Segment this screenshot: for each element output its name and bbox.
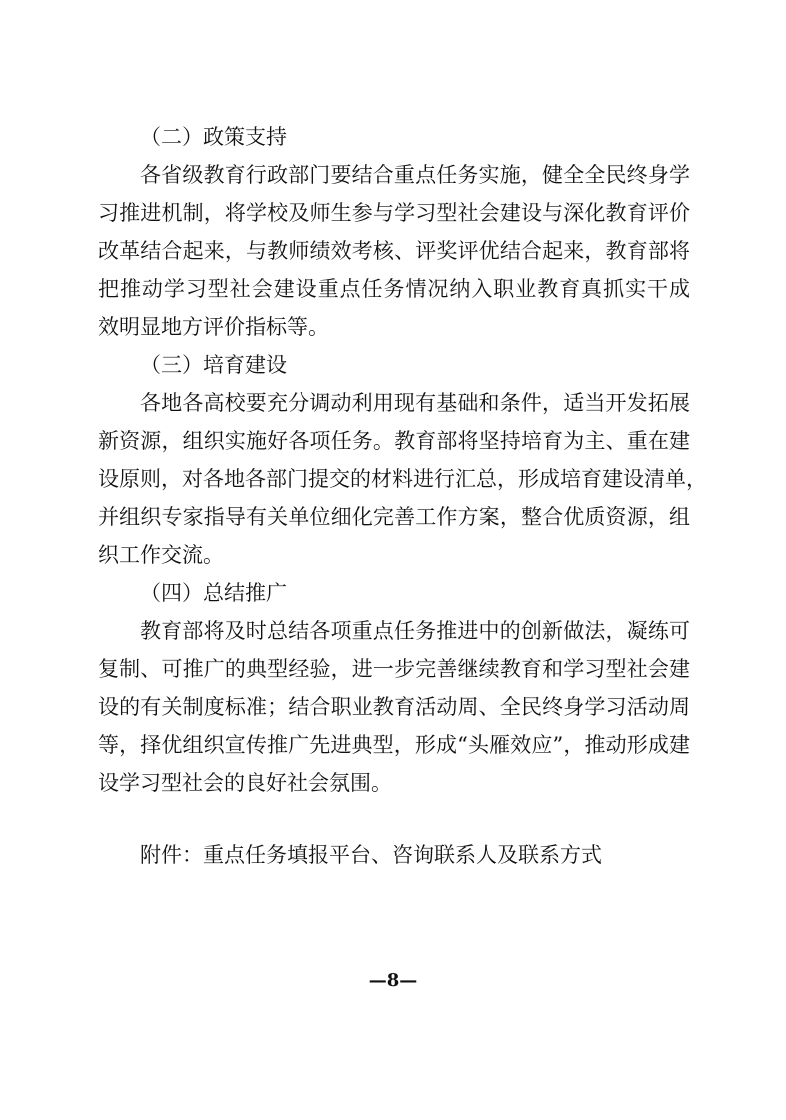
paragraph-line: 并组织专家指导有关单位细化完善工作方案，整合优质资源，组 xyxy=(98,505,690,529)
attachment-note: 附件：重点任务填报平台、咨询联系人及联系方式 xyxy=(140,843,602,867)
paragraph-line: 设学习型社会的良好社会氛围。 xyxy=(98,771,392,795)
paragraph-line: 各省级教育行政部门要结合重点任务实施，健全全民终身学 xyxy=(140,163,690,187)
section-heading-cultivation: （三）培育建设 xyxy=(140,353,287,377)
paragraph-line: 设原则，对各地各部门提交的材料进行汇总，形成培育建设清单， xyxy=(98,467,707,491)
paragraph-line: 效明显地方评价指标等。 xyxy=(98,315,329,339)
section-heading-policy-support: （二）政策支持 xyxy=(140,125,287,149)
paragraph-line: 把推动学习型社会建设重点任务情况纳入职业教育真抓实干成 xyxy=(98,277,690,301)
paragraph-line: 教育部将及时总结各项重点任务推进中的创新做法，凝练可 xyxy=(140,619,690,643)
section-heading-summary: （四）总结推广 xyxy=(140,581,287,605)
paragraph-line: 复制、可推广的典型经验，进一步完善继续教育和学习型社会建 xyxy=(98,657,690,681)
page-number: —8— xyxy=(368,970,418,991)
paragraph-line: 习推进机制，将学校及师生参与学习型社会建设与深化教育评价 xyxy=(98,201,690,225)
paragraph-line: 改革结合起来，与教师绩效考核、评奖评优结合起来，教育部将 xyxy=(98,239,690,263)
paragraph-line: 织工作交流。 xyxy=(98,543,224,567)
paragraph-line: 各地各高校要充分调动利用现有基础和条件，适当开发拓展 xyxy=(140,391,690,415)
paragraph-line: 等，择优组织宣传推广先进典型，形成“头雁效应”，推动形成建 xyxy=(98,733,690,757)
paragraph-line: 新资源，组织实施好各项任务。教育部将坚持培育为主、重在建 xyxy=(98,429,690,453)
paragraph-line: 设的有关制度标准；结合职业教育活动周、全民终身学习活动周 xyxy=(98,695,690,719)
